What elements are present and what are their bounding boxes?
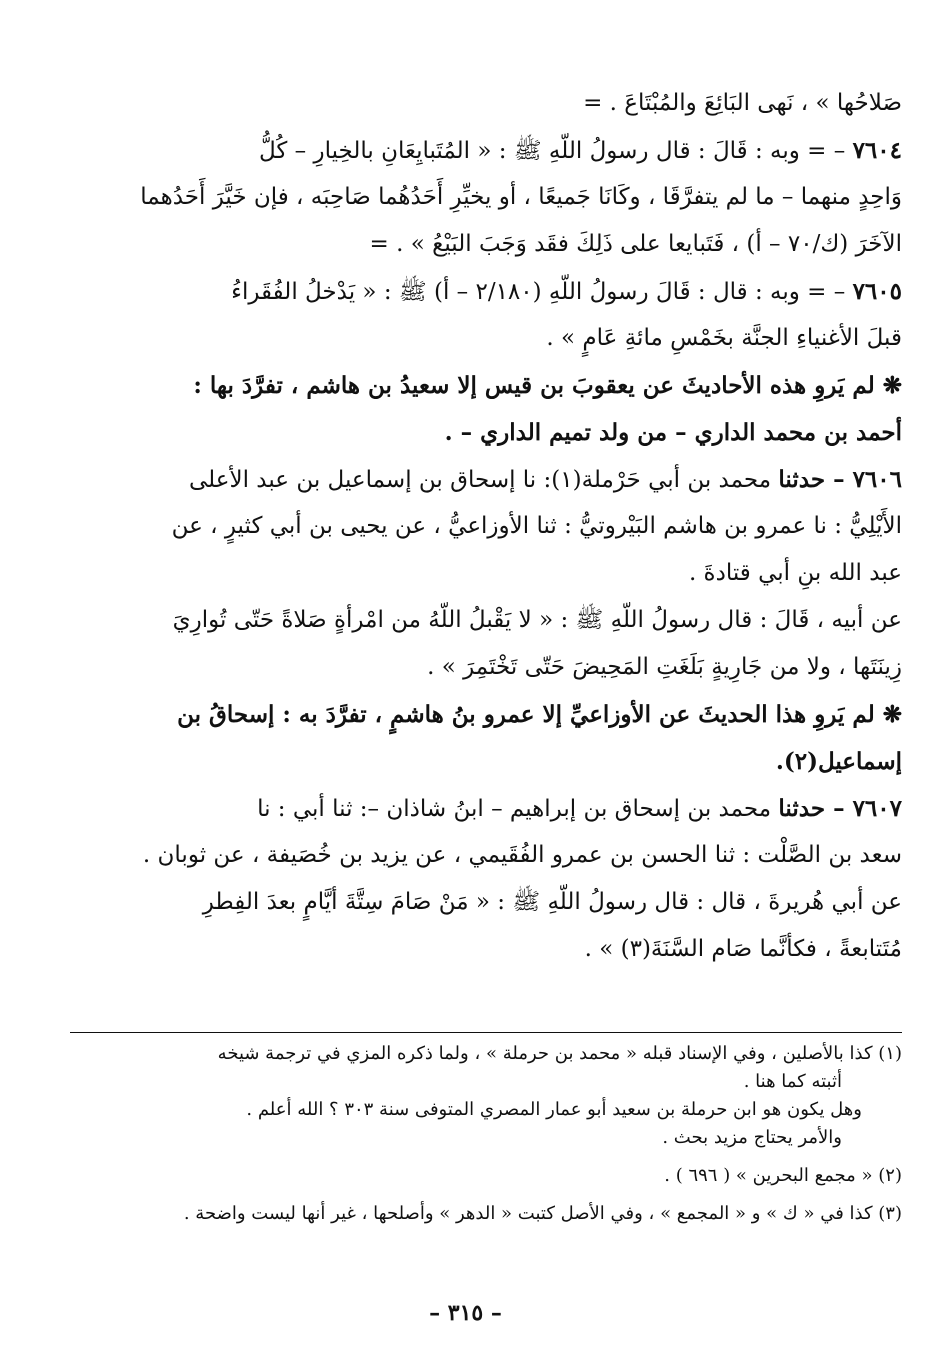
text-line: – = وبه : قال : قَالَ رسولُ اللّهِ (٢/١٨٠ – أ) ﷺ : « يَدْخلُ الفُقَراءُ	[231, 279, 853, 305]
narration-keyword: – حدثنا	[778, 795, 853, 822]
commentary-line: ❋ لم يَروِ هذا الحديثَ عن الأوزاعيِّ إلا عمرو بنُ هاشمٍ ، تفرَّدَ به : إسحاقُ بن	[177, 701, 902, 728]
hadith-number: ٧٦٠٤	[852, 137, 902, 164]
text-line: زِينَتَها ، ولا من جَارِيةٍ بَلَغَتِ المَحِيضَ حَتّى تَخْتَمِرَ » .	[427, 654, 902, 680]
commentary-line: أحمد بن محمد الداري – من ولد تميم الداري – .	[444, 419, 902, 446]
text-line: محمد بن أبي حَرْملة(١): نا إسحاق بن إسماعيل بن عبد الأعلى	[188, 467, 779, 493]
footnote-divider	[70, 1032, 902, 1033]
text-line: عن أبي هُريرةَ ، قال : قال رسولُ اللّهِ ﷺ : « مَنْ صَامَ سِتَّةَ أيَّامٍ بعدَ الفِطرِ	[202, 889, 902, 915]
footnote-1: (١) كذا بالأصلين ، وفي الإسناد قبله « محمد بن حرملة » ، ولما ذكره المزي في ترجمة شيخه	[217, 1043, 902, 1064]
hadith-7607	[70, 785, 902, 832]
text-line: – = وبه : قَالَ : قال رسولُ اللّهِ ﷺ : « المُتَبايِعَانِ بالخِيارِ – كُلُّ	[258, 138, 853, 164]
text-line: مُتَتابعةً ، فكأنَّما صَام السَّنَةَ(٣) » .	[584, 936, 902, 962]
text-line: قبلَ الأغنياءِ الجنَّة بخَمْسِ مائةِ عَامٍ » .	[546, 325, 902, 351]
text-line: وَاحِدٍ منهما – ما لم يتفرَّقَا ، وكَانَا جَميعًا ، أو يخيِّرِ أَحَدُهُما صَاحِبَه ، فإن خَيَّرَ أَحَدُهما	[140, 184, 902, 210]
commentary-line: ❋ لم يَروِ هذه الأحاديثَ عن يعقوبَ بن قيس إلا سعيدُ بن هاشم ، تفرَّدَ بها :	[193, 372, 902, 399]
hadith-7604	[70, 127, 902, 174]
hadith-number: ٧٦٠٦	[852, 466, 902, 493]
text-line: محمد بن إسحاق بن إبراهيم – ابنُ شاذان –: ثنا أبي : نا	[257, 796, 779, 822]
footnote-3: (٣) كذا في « ك » و « المجمع » ، وفي الأصل كتبت « الدهر » وأصلحها ، غير أنها ليست واضحة .	[183, 1203, 902, 1224]
commentary-line: إسماعيل(٢).	[775, 748, 902, 775]
footnote-1-cont: والأمر يحتاج مزيد بحث .	[662, 1127, 842, 1148]
hadith-7606	[70, 456, 902, 503]
footnote-2: (٢) « مجمع البحرين » ( ٦٩٦ ) .	[664, 1165, 902, 1186]
main-text	[70, 80, 902, 973]
text-line: الأَيْلِيُّ : نا عمرو بن هاشم البَيْروتيُّ : ثنا الأوزاعيُّ ، عن يحيى بن أبي كثيرٍ ، عن	[171, 513, 902, 539]
text-line: عبد الله بنِ أبي قتادةَ .	[688, 560, 902, 586]
hadith-number: ٧٦٠٧	[852, 795, 902, 822]
text-line: عن أبيه ، قَالَ : قال رسولُ اللّهِ ﷺ : « لا يَقْبلُ اللّهُ من امْرأةٍ صَلاةً حَتّى تُوارِيَ	[172, 607, 902, 633]
text-line: الآخَرَ (ك/٧٠ – أ) ، فَتَبايعا على ذَلِكَ فقَد وَجَبَ البَيْعُ » . =	[369, 231, 902, 257]
page-number: – ٣١٥ –	[429, 1300, 502, 1326]
footnotes	[70, 1040, 902, 1228]
footnote-1-cont: وهل يكون هو ابن حرملة بن سعيد أبو عمار المصري المتوفى سنة ٣٠٣ ؟ الله أعلم .	[246, 1099, 862, 1120]
hadith-number: ٧٦٠٥	[852, 278, 902, 305]
hadith-7605	[70, 268, 902, 315]
text-line: سعد بن الصَّلْت : ثنا الحسن بن عمرو الفُقَيمي ، عن يزيد بن خُصَيفة ، عن ثوبان .	[142, 842, 902, 868]
footnote-1-cont: أثبته كما هنا .	[743, 1071, 842, 1092]
narration-keyword: – حدثنا	[778, 466, 853, 493]
text-line: صَلاحُها » ، نَهى البَائِعَ والمُبْتَاعَ . =	[583, 90, 902, 116]
